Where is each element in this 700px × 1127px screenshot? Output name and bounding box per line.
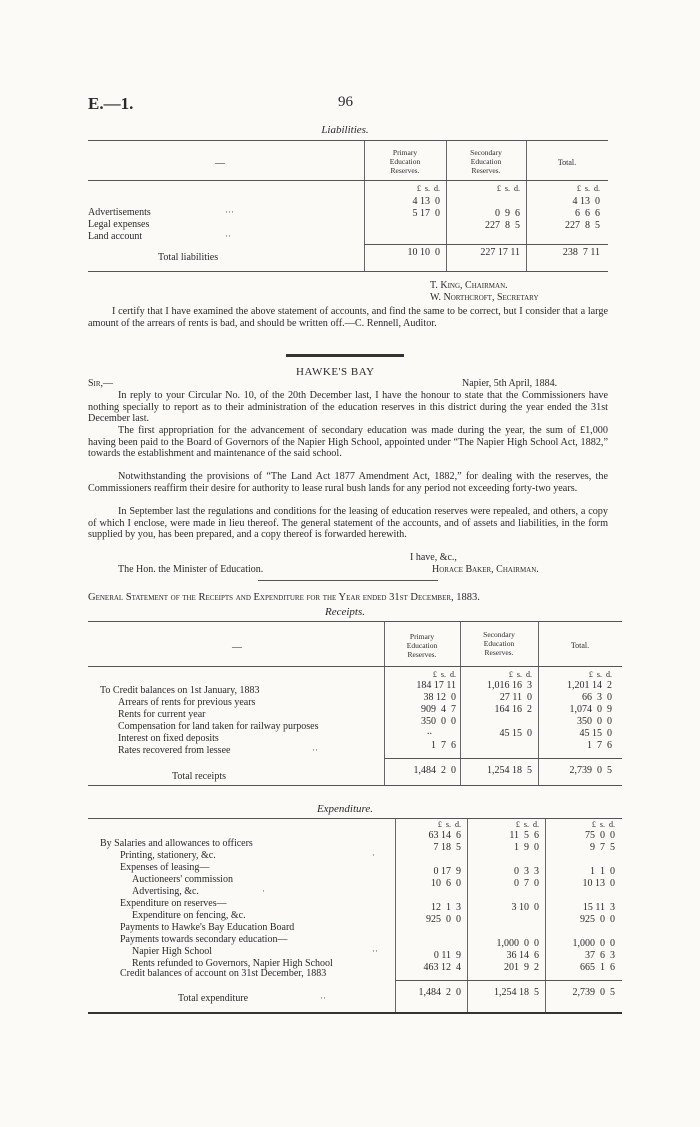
liabilities-primary-header: Primary Education Reserves. <box>389 148 421 175</box>
expenditure-row-secondary: 1,000 0 0 <box>496 938 539 949</box>
receipt-row-secondary: 164 16 2 <box>494 704 532 715</box>
leader-dots: ··· <box>225 207 234 217</box>
letter-divider <box>258 580 438 581</box>
liabilities-row-secondary: 227 8 5 <box>485 220 520 231</box>
receipts-title: Receipts. <box>324 606 365 618</box>
expenditure-primary-units: £ s. d. <box>437 820 461 829</box>
liabilities-primary-units: £ s. d. <box>416 184 440 193</box>
liabilities-row-label: Advertisements <box>88 207 151 218</box>
expenditure-row-primary: 463 12 4 <box>423 962 461 973</box>
expenditure-row-primary: 12 1 3 <box>431 902 461 913</box>
receipt-row-primary: .. <box>427 726 432 737</box>
expenditure-row-secondary: 1 9 0 <box>514 842 539 853</box>
expenditure-row-primary: 0 11 9 <box>433 950 461 961</box>
liabilities-total-secondary: 227 17 11 <box>480 247 520 258</box>
letter-addressee: The Hon. the Minister of Education. <box>118 564 264 575</box>
liabilities-total-units: £ s. d. <box>576 184 600 193</box>
receipts-total-total: 2,739 0 5 <box>569 765 612 776</box>
liabilities-row-secondary: 0 9 6 <box>495 208 520 219</box>
receipt-row-primary: 350 0 0 <box>421 716 456 727</box>
expenditure-row-total: 1 1 0 <box>590 866 615 877</box>
expenditure-row-secondary: 0 3 3 <box>514 866 539 877</box>
liabilities-row-label: Legal expenses <box>88 219 150 230</box>
expenditure-row-label: Payments to Hawke's Bay Education Board <box>120 922 295 933</box>
liabilities-total-header: Total. <box>557 158 577 167</box>
receipt-row-label: To Credit balances on 1st January, 1883 <box>100 685 260 696</box>
receipts-total-secondary: 1,254 18 5 <box>487 765 532 776</box>
page-number: 96 <box>338 94 353 110</box>
statement-title: General Statement of the Receipts and Expenditure for the Year ended 31st December, 1883. <box>88 592 480 603</box>
receipts-total-header: Total. <box>570 641 590 650</box>
receipt-row-label: Arrears of rents for previous years <box>118 697 256 708</box>
receipt-row-total: 66 3 0 <box>582 692 612 703</box>
expenditure-total-secondary: 1,254 18 5 <box>494 987 539 998</box>
receipt-row-total: 1,201 14 2 <box>567 680 612 691</box>
receipts-total-label: Total receipts <box>172 771 226 782</box>
liabilities-bottom-rule <box>88 271 608 272</box>
expenditure-row-total: 925 0 0 <box>580 914 615 925</box>
letter-signer: Horace Baker, Chairman. <box>432 564 539 575</box>
letter-paragraph: Notwithstanding the provisions of “The Land Act 1877 Amendment Act, 1882,” for dealing with the reserves, the Commissioners reaffirm their desire for authority to lease rural bush lands for any period not exceeding forty-two years. <box>88 471 608 494</box>
expenditure-secondary-units: £ s. d. <box>515 820 539 829</box>
letter-paragraph: In reply to your Circular No. 10, of the 20th December last, I have the honour to state that the Commissioners have nothing specially to report as to their administration of the education reserves in this district during the year ended the 31st December last. <box>88 390 608 425</box>
liabilities-header-rule <box>88 180 608 181</box>
leader-dots: ·· <box>372 946 378 956</box>
liabilities-row-total: 227 8 5 <box>565 220 600 231</box>
leader-dots: · <box>372 850 375 860</box>
receipt-row-primary: 38 12 0 <box>423 692 456 703</box>
expenditure-title: Expenditure. <box>316 803 374 815</box>
liabilities-secondary-units: £ s. d. <box>496 184 520 193</box>
expenditure-row-secondary: 11 5 6 <box>509 830 539 841</box>
expenditure-row-label: Rents refunded to Governors, Napier High School <box>132 958 333 969</box>
receipt-row-label: Rates recovered from lessee <box>118 745 231 756</box>
receipt-row-label: Compensation for land taken for railway purposes <box>118 721 319 732</box>
receipts-secondary-header: Secondary Education Reserves. <box>483 630 515 657</box>
expenditure-bottom-rule <box>88 1012 622 1014</box>
receipt-row-primary: 909 4 7 <box>421 704 456 715</box>
letter-paragraph: The first appropriation for the advancement of secondary education was made during the year, the sum of £1,000 having been paid to the Board of Governors of the Napier High School, appointed under “The Napier High School Act, 1882,” towards the establishment and maintenance of the said school. <box>88 425 608 460</box>
section-divider <box>286 354 404 357</box>
receipts-top-rule <box>88 621 622 622</box>
expenditure-row-total: 75 0 0 <box>585 830 615 841</box>
expenditure-total-primary: 1,484 2 0 <box>418 987 461 998</box>
expenditure-row-total: 665 1 6 <box>580 962 615 973</box>
receipts-primary-units: £ s. d. <box>432 670 456 679</box>
receipt-row-total: 45 15 0 <box>579 728 612 739</box>
liabilities-secondary-header: Secondary Education Reserves. <box>470 148 502 175</box>
expenditure-col-divider-2 <box>467 819 468 1012</box>
receipt-row-label: Rents for current year <box>118 709 206 720</box>
liabilities-row-total: 6 6 6 <box>575 208 600 219</box>
document-code: E.—1. <box>88 94 134 113</box>
receipt-row-secondary: 1,016 16 3 <box>487 680 532 691</box>
receipt-row-total: 1,074 0 9 <box>569 704 612 715</box>
expenditure-row-label: Auctioneers' commission <box>132 874 233 885</box>
expenditure-row-label: Credit balances of account on 31st December, 1883 <box>120 968 327 979</box>
expenditure-row-label: Napier High School <box>132 946 212 957</box>
receipts-bottom-rule <box>88 785 622 786</box>
expenditure-row-label: Printing, stationery, &c. <box>120 850 216 861</box>
receipts-total-primary: 1,484 2 0 <box>413 765 456 776</box>
expenditure-row-total: 10 13 0 <box>582 878 615 889</box>
expenditure-row-total: 1,000 0 0 <box>572 938 615 949</box>
receipt-row-total: 1 7 6 <box>587 740 612 751</box>
expenditure-row-primary: 0 17 9 <box>433 866 461 877</box>
expenditure-total-total: 2,739 0 5 <box>572 987 615 998</box>
expenditure-row-total: 9 7 5 <box>590 842 615 853</box>
liabilities-subtotal-rule <box>364 244 608 245</box>
expenditure-row-primary: 10 6 0 <box>431 878 461 889</box>
receipt-row-total: 350 0 0 <box>577 716 612 727</box>
expenditure-top-rule <box>88 818 622 819</box>
expenditure-total-units: £ s. d. <box>591 820 615 829</box>
receipt-row-secondary: 45 15 0 <box>499 728 532 739</box>
receipt-row-primary: 1 7 6 <box>431 740 456 751</box>
liabilities-row-primary: 4 13 0 <box>412 196 440 207</box>
receipts-secondary-units: £ s. d. <box>508 670 532 679</box>
expenditure-row-label: Expenses of leasing— <box>120 862 210 873</box>
receipts-total-units: £ s. d. <box>588 670 612 679</box>
expenditure-row-primary: 925 0 0 <box>426 914 461 925</box>
expenditure-row-secondary: 3 10 0 <box>511 902 539 913</box>
expenditure-row-label: Expenditure on fencing, &c. <box>132 910 246 921</box>
expenditure-row-label: Expenditure on reserves— <box>120 898 227 909</box>
liabilities-blank-header: — <box>215 158 225 169</box>
letter-place-date: Napier, 5th April, 1884. <box>462 378 558 389</box>
expenditure-col-divider-3 <box>545 819 546 1012</box>
expenditure-row-label: By Salaries and allowances to officers <box>100 838 253 849</box>
receipts-blank-header: — <box>232 642 242 653</box>
liabilities-row-primary: 5 17 0 <box>412 208 440 219</box>
liabilities-row-total: 4 13 0 <box>572 196 600 207</box>
receipts-header-rule <box>88 666 622 667</box>
letter-heading: HAWKE'S BAY <box>296 366 375 378</box>
expenditure-row-primary: 63 14 6 <box>428 830 461 841</box>
receipt-row-label: Interest on fixed deposits <box>118 733 219 744</box>
receipts-primary-header: Primary Education Reserves. <box>406 632 438 659</box>
liabilities-row-label: Land account <box>88 231 143 242</box>
liabilities-top-rule <box>88 140 608 141</box>
expenditure-row-label: Advertising, &c. <box>132 886 199 897</box>
liabilities-title: Liabilities. <box>321 124 369 136</box>
leader-dots: ·· <box>225 231 231 241</box>
leader-dots: · <box>262 886 265 896</box>
leader-dots: ·· <box>312 745 318 755</box>
signature-secretary: W. Northcroft, Secretary <box>430 292 539 303</box>
expenditure-subtotal-rule <box>395 980 622 981</box>
liabilities-total-primary: 10 10 0 <box>407 247 440 258</box>
expenditure-row-primary: 7 18 5 <box>433 842 461 853</box>
auditor-certificate: I certify that I have examined the above statement of accounts, and find the same to be correct, but I consider that a large amount of the arrears of rents is bad, and should be written off.—C. Rennell, Auditor. <box>88 306 608 329</box>
expenditure-total-label: Total expenditure <box>178 993 249 1004</box>
expenditure-row-total: 37 6 3 <box>585 950 615 961</box>
receipts-subtotal-rule <box>384 758 622 759</box>
signature-chairman: T. King, Chairman. <box>430 280 508 291</box>
expenditure-row-secondary: 36 14 6 <box>506 950 539 961</box>
leader-dots: ·· <box>320 993 326 1003</box>
receipt-row-secondary: 27 11 0 <box>499 692 532 703</box>
receipt-row-primary: 184 17 11 <box>416 680 456 691</box>
letter-paragraph: In September last the regulations and conditions for the leasing of education reserves were repealed, and others, a copy of which I enclose, were made in lieu thereof. The general statement of the accounts, and of assets and liabilities, in the form supplied by you, has been prepared, and a copy thereof is forwarded herewith. <box>88 506 608 541</box>
expenditure-row-total: 15 11 3 <box>582 902 615 913</box>
liabilities-total-label: Total liabilities <box>158 252 219 263</box>
letter-salutation: Sir,— <box>88 378 114 389</box>
expenditure-row-secondary: 0 7 0 <box>514 878 539 889</box>
expenditure-row-secondary: 201 9 2 <box>504 962 539 973</box>
letter-closing: I have, &c., <box>410 552 457 563</box>
expenditure-col-divider-1 <box>395 819 396 1012</box>
expenditure-row-label: Payments towards secondary education— <box>120 934 288 945</box>
liabilities-total-total: 238 7 11 <box>562 247 600 258</box>
